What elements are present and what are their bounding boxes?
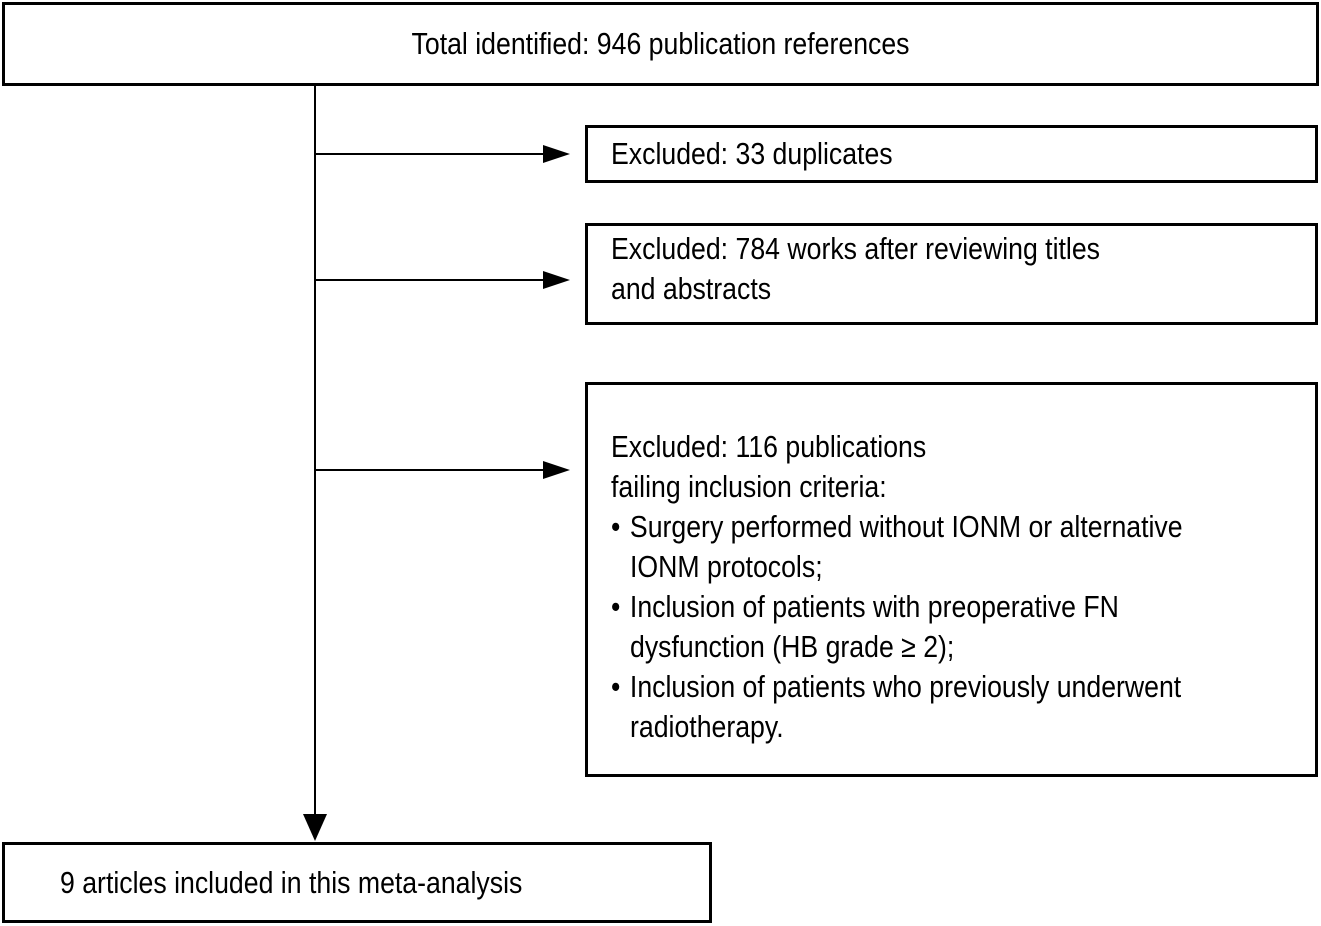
total-identified-text: Total identified: 946 publication references [411, 26, 910, 61]
vertical-connector-line [314, 85, 316, 816]
criteria-header-line1: Excluded: 116 publications [611, 429, 927, 464]
excluded-criteria-box [585, 382, 1318, 777]
arrow-to-titles-line [315, 279, 545, 281]
criteria-bullet-3-cont: radiotherapy. [630, 709, 784, 744]
criteria-header-line2: failing inclusion criteria: [611, 469, 887, 504]
criteria-bullet-1-cont: IONM protocols; [630, 549, 823, 584]
criteria-bullet-2-cont: dysfunction (HB grade ≥ 2); [630, 629, 955, 664]
bullet-marker: • [611, 669, 621, 704]
included-articles-box [2, 842, 712, 923]
criteria-bullet-2: • Inclusion of patients with preoperative FN [611, 587, 1300, 627]
excluded-titles-box [585, 223, 1318, 325]
arrow-right-icon [543, 271, 570, 289]
excluded-titles-line1: Excluded: 784 works after reviewing titles [611, 231, 1101, 266]
arrow-to-criteria-line [315, 469, 545, 471]
arrow-right-icon [543, 145, 570, 163]
arrow-right-icon [543, 461, 570, 479]
included-articles-text: 9 articles included in this meta-analysis [60, 864, 523, 900]
excluded-titles-line2: and abstracts [611, 271, 772, 306]
criteria-bullet-1: • Surgery performed without IONM or alternative [611, 507, 1300, 547]
arrow-down-icon [303, 814, 327, 841]
bullet-marker: • [611, 509, 621, 544]
excluded-duplicates-text: Excluded: 33 duplicates [611, 136, 893, 171]
bullet-marker: • [611, 589, 621, 624]
arrow-to-duplicates-line [315, 153, 545, 155]
total-identified-box [2, 2, 1319, 86]
criteria-bullet-3: • Inclusion of patients who previously underwent [611, 667, 1300, 707]
excluded-duplicates-box [585, 125, 1318, 183]
